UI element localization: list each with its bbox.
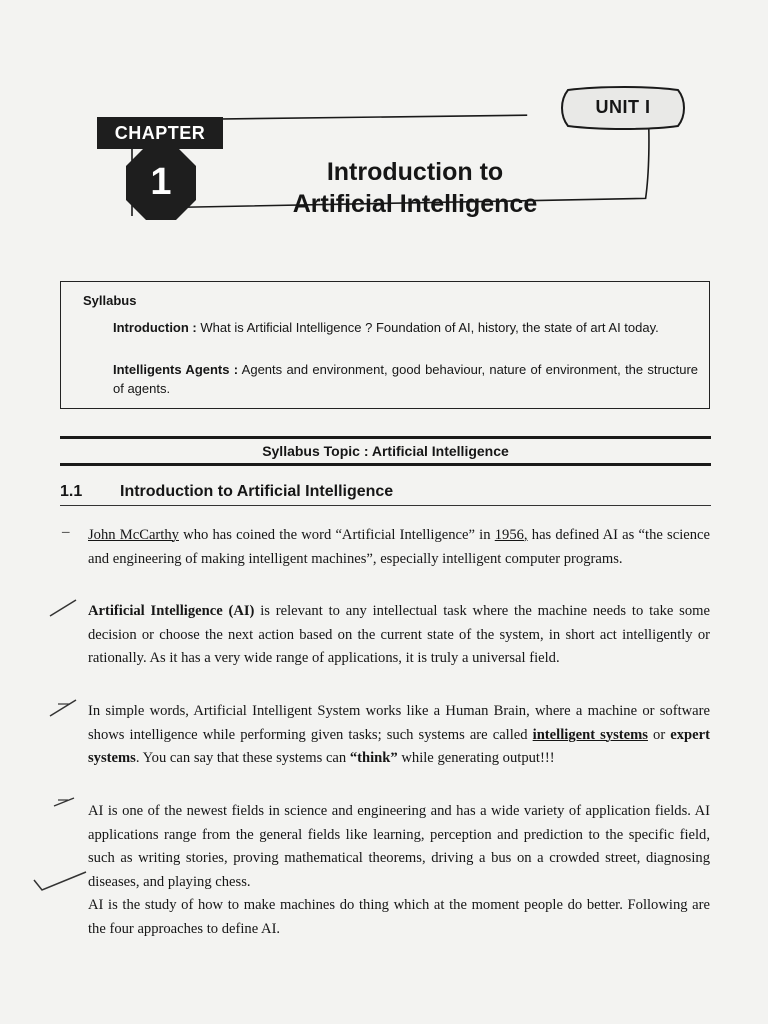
paragraph-text: In simple words, Artificial Intelligent System works like a Human Brain, where a machine or software shows intelligence while performing given tasks; such systems are called xyxy=(88,703,710,743)
unit-badge xyxy=(560,86,686,130)
chapter-label: CHAPTER xyxy=(97,117,223,149)
chapter-number-badge xyxy=(126,146,196,220)
paragraph-text: is relevant to any intellectual task where the machine needs to take some decision or choose the next action based on the current state of the system, in short act intelligently or rationally. As it has a very wide range of applications, it is truly a universal field. xyxy=(88,603,710,666)
bold-term: Artificial Intelligence (AI) xyxy=(88,603,255,619)
paragraph-text: or xyxy=(647,726,671,743)
syllabus-box xyxy=(60,281,710,409)
bullet-dash: – xyxy=(62,524,70,540)
section-rule xyxy=(60,505,711,506)
syllabus-item xyxy=(113,360,698,398)
paragraph-3 xyxy=(88,700,710,771)
unit-label: UNIT I xyxy=(595,97,651,117)
paragraph-text: has defined AI as “the science and engineering of making intelligent machines”, especially intelligent computer programs. xyxy=(88,527,710,567)
title-line-2: Artificial Intelligence xyxy=(292,190,538,218)
syllabus-text: Agents and environment, good behaviour, nature of environment, the structure of agents. xyxy=(113,362,699,396)
pen-tick-icon xyxy=(48,696,80,720)
bold-term: “think” xyxy=(349,750,398,766)
syllabus-term: Intelligents Agents : xyxy=(113,362,239,377)
paragraph-5: AI is the study of how to make machines do thing which at the moment people do better. Following are the four approaches to define AI. xyxy=(88,897,710,937)
syllabus-item xyxy=(113,318,698,337)
topic-rule-top xyxy=(60,436,711,439)
person-name: John McCarthy xyxy=(88,527,179,543)
section-title: Introduction to Artificial Intelligence xyxy=(120,483,394,500)
syllabus-topic: Syllabus Topic : Artificial Intelligence xyxy=(262,443,509,459)
chapter-title xyxy=(250,156,580,220)
paragraph-text: while generating output!!! xyxy=(397,750,555,766)
title-line-1: Introduction to xyxy=(326,158,504,186)
pen-tick-icon xyxy=(52,796,78,810)
paragraph-4: AI is one of the newest fields in science and engineering and has a wide variety of application fields. AI applications range from the general fields like learning, perception and prediction to the specific field, such as writing stories, proving mathematical theorems, driving a bus on a crowded street, diagnosing diseases, and playing chess. xyxy=(88,803,710,890)
paragraph-2 xyxy=(88,600,710,671)
pen-tick-icon xyxy=(48,596,80,620)
paragraph-text: who has coined the word “Artificial Intelligence” in xyxy=(178,527,495,543)
section-number: 1.1 xyxy=(60,483,83,500)
syllabus-text: What is Artificial Intelligence ? Foundation of AI, history, the state of art AI today. xyxy=(196,320,659,335)
syllabus-term: Introduction : xyxy=(113,320,197,335)
year: 1956, xyxy=(494,527,528,543)
chapter-number: 1 xyxy=(150,161,172,203)
pen-check-icon xyxy=(30,866,90,896)
bold-term: intelligent systems xyxy=(532,726,648,743)
bold-term: expert systems xyxy=(88,726,710,766)
paragraph-text: . You can say that these systems can xyxy=(135,750,350,766)
topic-rule-bottom xyxy=(60,463,711,466)
syllabus-heading: Syllabus xyxy=(83,293,137,308)
paragraph-1 xyxy=(88,524,710,571)
